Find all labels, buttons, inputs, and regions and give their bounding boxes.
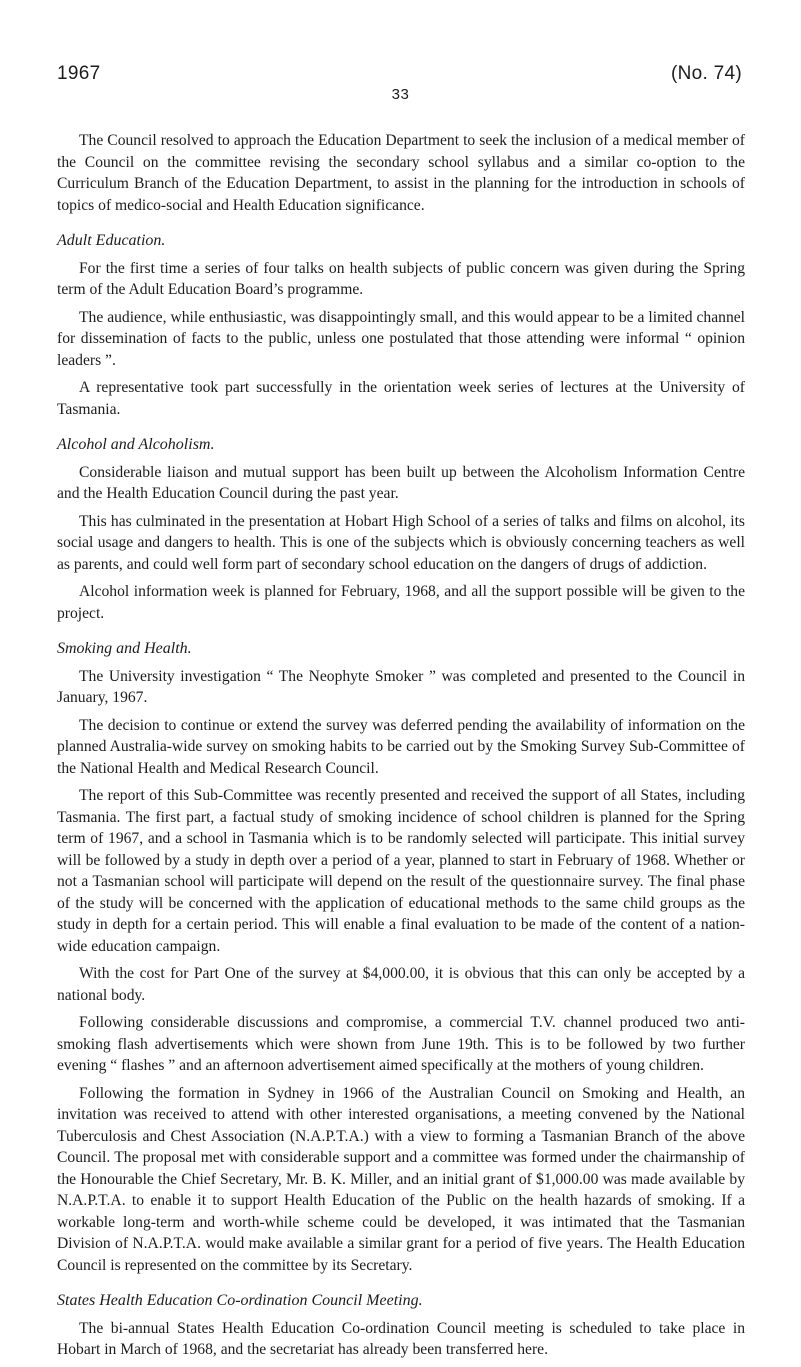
paragraph: Following considerable discussions and compromise, a commercial T.V. channel produced two anti-smoking flash advertisements which were shown from June 19th. This is to be followed by two further evening “ flashes ” and an afternoon advertisement aimed specifically at the mothers of young children.: [57, 1014, 745, 1074]
header-report-number: (No. 74): [670, 63, 742, 84]
section-heading-smoking: Smoking and Health.: [57, 640, 192, 657]
paragraph: The decision to continue or extend the survey was deferred pending the availability of information on the planned Australia-wide survey on smoking habits to be carried out by the Smoking Survey Sub-Committee of the National Health and Medical Research Council.: [57, 716, 745, 777]
paragraph: The Council resolved to approach the Education Department to seek the inclusion of a medical member of the Council on the committee revising the secondary school syllabus and a similar co-option to the Curriculum Branch of the Education Department, to assist in the planning for the introduction in schools of topics of medico-social and Health Education significance.: [57, 132, 745, 214]
paragraph: The report of this Sub-Committee was recently presented and received the support of all States, including Tasmania. The first part, a factual study of smoking incidence of school children is planned for the Spring term of 1967, and a school in Tasmania which is to be randomly selected will participate. This initial survey will be followed by a study in depth over a period of a year, planned to start in February of 1968. Whether or not a Tasmanian school will participate will depend on the result of the questionnaire survey. The final phase of the study will be concerned with the application of educational methods to the same child groups as the study in depth for a certain period. This will enable a final evaluation to be made of the content of a nation-wide education campaign.: [57, 787, 745, 955]
paragraph: A representative took part successfully in the orientation week series of lectures at the University of Tasmania.: [57, 379, 745, 418]
paragraph: The University investigation “ The Neophyte Smoker ” was completed and presented to the Council in January, 1967.: [57, 667, 745, 706]
section-heading-coordination-council: States Health Education Co-ordination Council Meeting.: [57, 1292, 423, 1309]
page-number: 33: [391, 86, 410, 103]
paragraph: The bi-annual States Health Education Co-ordination Council meeting is scheduled to take place in Hobart in March of 1968, and the secretariat has already been transferred here.: [57, 1319, 745, 1358]
section-heading-alcohol: Alcohol and Alcoholism.: [57, 436, 215, 453]
paragraph: Alcohol information week is planned for February, 1968, and all the support possible will be given to the project.: [57, 583, 745, 622]
paragraph: The audience, while enthusiastic, was disappointingly small, and this would appear to be a limited channel for dissemination of facts to the public, unless one postulated that those attending were informal “ opinion leaders ”.: [57, 308, 745, 369]
paragraph: Considerable liaison and mutual support has been built up between the Alcoholism Information Centre and the Health Education Council during the past year.: [57, 463, 745, 502]
header-year: 1967: [57, 63, 101, 84]
paragraph: For the first time a series of four talks on health subjects of public concern was given during the Spring term of the Adult Education Board’s programme.: [57, 259, 745, 298]
paragraph: This has culminated in the presentation at Hobart High School of a series of talks and films on alcohol, its social usage and dangers to health. This is one of the subjects which is obviously concerning teachers as well as parents, and could well form part of secondary school education on the dangers of drugs of addiction.: [57, 512, 745, 573]
section-heading-adult-education: Adult Education.: [57, 232, 166, 249]
document-body: [57, 130, 745, 1367]
paragraph: With the cost for Part One of the survey at $4,000.00, it is obvious that this can only be accepted by a national body.: [57, 965, 745, 1004]
paragraph: Following the formation in Sydney in 1966 of the Australian Council on Smoking and Health, an invitation was received to attend with other interested organisations, a meeting convened by the National Tuberculosis and Chest Association (N.A.P.T.A.) with a view to forming a Tasmanian Branch of the above Council. The proposal met with considerable support and a committee was formed under the chairmanship of the Honourable the Chief Secretary, Mr. B. K. Miller, and an initial grant of $1,000.00 was made available by N.A.P.T.A. to enable it to support Health Education of the Public on the health hazards of smoking. If a workable long-term and worth-while scheme could be developed, it was intimated that the Tasmanian Division of N.A.P.T.A. would make available a similar grant for a period of five years. The Health Education Council is represented on the committee by its Secretary.: [57, 1084, 745, 1274]
